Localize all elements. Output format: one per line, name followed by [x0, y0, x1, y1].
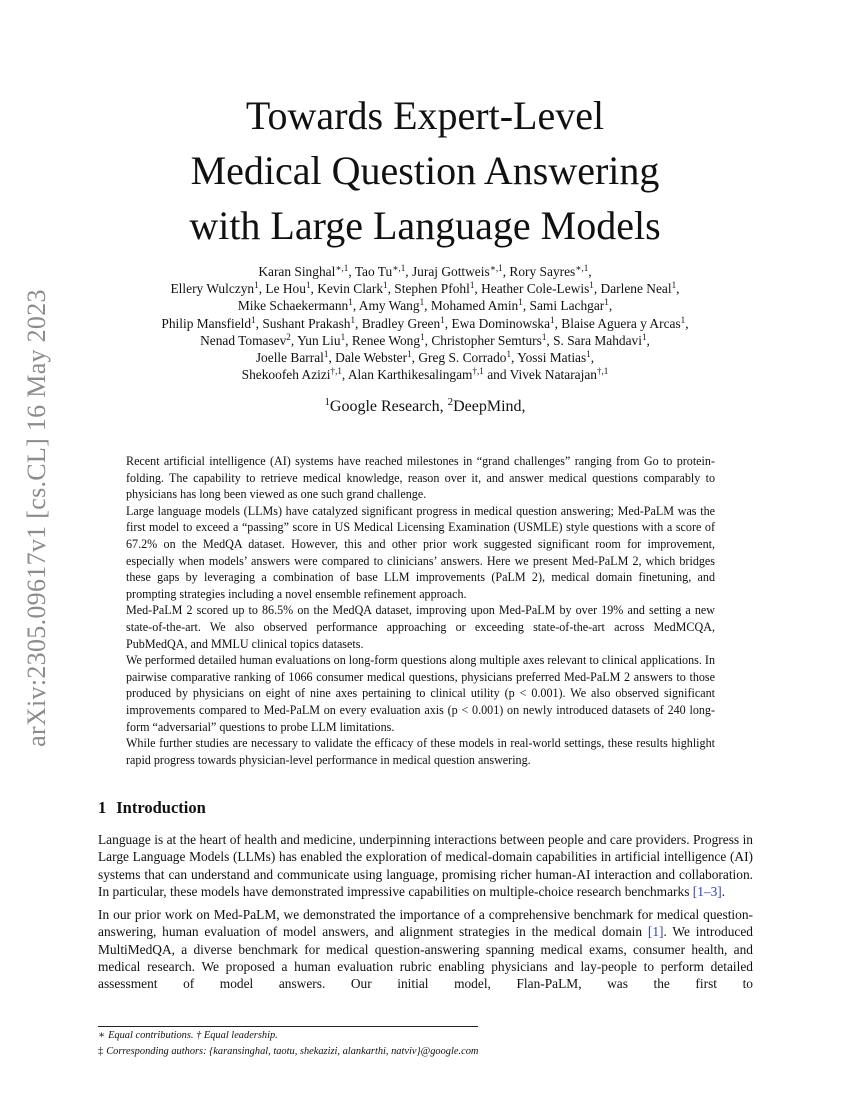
author-name: Le Hou	[265, 281, 306, 297]
author-name: Ewa Dominowska	[451, 315, 551, 331]
author-separator: ,	[352, 298, 359, 314]
author-separator: ,	[522, 298, 530, 314]
author-separator: ,	[348, 264, 355, 279]
author-affiliation-mark: †,1	[596, 366, 609, 377]
citation-link[interactable]: [1–3]	[692, 883, 722, 899]
footnote-equal-contribution	[98, 1028, 478, 1044]
abstract-paragraph-3: Med-PaLM 2 scored up to 86.5% on the MedQA dataset, improving upon Med-PaLM by over 19% and setting a new state-of-the-art. We also observed performance approaching or exceeding state-of-the-art across MedMCQA, PubMedQA, and MMLU clinical topics datasets.	[126, 603, 715, 651]
author-affiliation-mark: 1	[469, 280, 475, 291]
author-affiliation-mark: 1	[340, 331, 346, 342]
author-separator: ,	[646, 332, 650, 348]
author-name: Yun Liu	[297, 332, 341, 348]
author-line	[95, 315, 755, 332]
abstract-paragraph-5: While further studies are necessary to validate the efficacy of these models in real-world settings, these results highlight rapid progress towards physician-level performance in medical question answering.	[126, 736, 715, 767]
author-affiliation-mark: †,1	[472, 366, 484, 377]
arxiv-identifier-text: arXiv:2305.09617v1 [cs.CL] 16 May 2023	[22, 288, 51, 747]
author-separator: ,	[554, 315, 562, 331]
author-affiliation-mark: 1	[671, 280, 677, 291]
author-affiliation-mark: 1	[350, 314, 356, 325]
author-name: Ellery Wulczyn	[170, 281, 255, 297]
introduction-body	[98, 831, 753, 999]
author-separator: ,	[474, 281, 482, 297]
author-separator: ,	[444, 315, 452, 331]
author-affiliation-mark: 1	[440, 314, 445, 325]
author-name: Alan Karthikesalingam	[347, 367, 473, 383]
author-name: Karan Singhal	[258, 264, 336, 279]
author-affiliation-mark: ∗,1	[392, 263, 406, 273]
author-separator: ,	[310, 281, 318, 297]
affiliation-mark-1: 1	[324, 396, 330, 409]
author-affiliation-mark: ∗,1	[489, 263, 503, 273]
author-affiliation-mark: 1	[420, 331, 425, 342]
author-separator: ,	[290, 332, 298, 348]
intro-paragraph-2-text-b: . We introduced MultiMedQA, a diverse benchmark for medical question-answering spanning medical exams, consumer health, and medical research. We proposed a human evaluation rubric enabling physicians and lay-people to perform detailed assessment of model answers. Our initial model, Flan-PaLM, was the first to	[98, 924, 753, 992]
author-affiliation-mark: 1	[251, 314, 256, 325]
abstract	[126, 453, 715, 768]
intro-paragraph-1-text: Language is at the heart of health and medicine, underpinning interactions between people and care providers. Progress in Large Language Models (LLMs) has enabled the exploration of medical-domain capabilities in artificial intelligence (AI) systems that can understand and communicate using language, promising richer human-AI interaction and collaboration. In particular, these models have demonstrated impressive capabilities on multiple-choice research benchmarks	[98, 832, 753, 899]
author-separator: ,	[676, 281, 680, 297]
footnote-rule	[98, 1026, 478, 1027]
author-name: Sami Lachgar	[529, 298, 605, 314]
title-line-3: with Large Language Models	[189, 203, 661, 248]
author-affiliation-mark: 1	[348, 297, 353, 308]
author-name: Darlene Neal	[600, 281, 672, 297]
author-separator: ,	[341, 367, 348, 383]
author-list	[95, 263, 755, 383]
author-affiliation-mark: ∗,1	[335, 263, 349, 273]
author-affiliation-mark: 1	[323, 349, 329, 360]
author-name: Bradley Green	[361, 315, 441, 331]
title-line-2: Medical Question Answering	[190, 148, 660, 193]
author-name: Shekoofeh Azizi	[241, 367, 331, 383]
author-name: Nenad Tomasev	[200, 332, 287, 348]
affiliations	[95, 397, 755, 417]
author-line	[95, 366, 755, 383]
author-separator: ,	[355, 315, 362, 331]
author-name: Joelle Barral	[255, 350, 324, 366]
author-separator: ,	[424, 332, 432, 348]
author-separator: ,	[588, 264, 592, 279]
author-line	[95, 263, 755, 280]
author-name: Philip Mansfield	[161, 315, 252, 331]
author-name: Sushant Prakash	[262, 315, 351, 331]
author-separator: ,	[345, 332, 352, 348]
author-separator: ,	[258, 281, 266, 297]
abstract-paragraph-1: Recent artificial intelligence (AI) systems have reached milestones in “grand challenges” ranging from Go to protein-folding. The capability to retrieve medical knowledge, reason over it, and answer medical questions comparably to physicians has long been viewed as one such grand challenge.	[126, 454, 715, 502]
author-affiliation-mark: 1	[680, 314, 686, 325]
title-line-1: Towards Expert-Level	[245, 93, 605, 138]
intro-paragraph-2	[98, 906, 753, 992]
author-name: Stephen Pfohl	[394, 281, 470, 297]
author-line	[95, 297, 755, 314]
affiliation-deepmind: DeepMind,	[453, 398, 526, 415]
author-affiliation-mark: 1	[586, 349, 591, 360]
footnote-mark: ‡	[98, 1046, 104, 1057]
author-name: Amy Wang	[358, 298, 420, 314]
author-affiliation-mark: 1	[506, 349, 512, 360]
arxiv-identifier-stamp	[19, 285, 55, 750]
section-title: Introduction	[116, 798, 206, 817]
author-line	[95, 332, 755, 349]
author-name: Renee Wong	[351, 332, 421, 348]
author-affiliation-mark: 1	[383, 280, 388, 291]
intro-paragraph-1	[98, 831, 753, 900]
author-separator: ,	[546, 332, 554, 348]
author-separator: ,	[424, 298, 431, 314]
author-name: Rory Sayres	[509, 264, 576, 279]
author-separator: ,	[387, 281, 395, 297]
author-affiliation-mark: 1	[589, 280, 594, 291]
author-name: Greg S. Corrado	[418, 350, 507, 366]
intro-paragraph-1-end: .	[721, 883, 726, 899]
intro-paragraph-2-text-a: In our prior work on Med-PaLM, we demonstrated the importance of a comprehensive benchmark for medical question-answering, human evaluation of model answers, and alignment strategies in the medical domain	[98, 907, 753, 940]
footnotes	[98, 1028, 478, 1060]
author-affiliation-mark: 2	[286, 331, 291, 342]
footnote-text: Corresponding authors: {karansinghal, taotu, shekazizi, alankarthi, natviv}@google.com	[106, 1046, 479, 1057]
affiliation-mark-2: 2	[447, 396, 454, 409]
affiliation-google-research: Google Research,	[329, 398, 448, 415]
author-separator: ,	[685, 315, 689, 331]
author-separator: ,	[411, 350, 419, 366]
author-name: Heather Cole-Lewis	[481, 281, 590, 297]
author-affiliation-mark: †,1	[330, 366, 342, 377]
author-separator: ,	[590, 350, 595, 366]
author-separator: ,	[502, 264, 510, 279]
author-affiliation-mark: 1	[419, 297, 425, 308]
footnote-mark: ∗	[98, 1030, 106, 1041]
abstract-paragraph-2: Large language models (LLMs) have catalyzed significant progress in medical question answering; Med-PaLM was the first model to exceed a “passing” score in US Medical Licensing Examination (USMLE) style questions with a score of 67.2% on the MedQA dataset. However, this and other prior work suggested significant room for improvement, especially when models’ answers were compared to clinicians’ answers. Here we present Med-PaLM 2, which bridges these gaps by leveraging a combination of base LLM improvements (PaLM 2), medical domain finetuning, and prompting strategies including a novel ensemble refinement approach.	[126, 503, 715, 601]
author-name: Blaise Aguera y Arcas	[561, 315, 681, 331]
author-name: Yossi Matias	[517, 350, 587, 366]
author-affiliation-mark: 1	[541, 331, 547, 342]
author-name: Mike Schaekermann	[237, 298, 349, 314]
author-name: Christopher Semturs	[431, 332, 542, 348]
author-separator: ,	[328, 350, 336, 366]
author-name: Kevin Clark	[317, 281, 384, 297]
author-affiliation-mark: 1	[407, 349, 412, 360]
author-name: Dale Webster	[335, 350, 408, 366]
author-affiliation-mark: 1	[254, 280, 259, 291]
author-name: Mohamed Amin	[430, 298, 519, 314]
footnote-text: Equal contributions. † Equal leadership.	[108, 1030, 278, 1041]
author-separator: ,	[593, 281, 601, 297]
author-line	[95, 280, 755, 297]
author-affiliation-mark: ∗,1	[575, 263, 589, 273]
author-separator: ,	[405, 264, 412, 279]
author-name: Juraj Gottweis	[411, 264, 490, 279]
author-name: Tao Tu	[354, 264, 393, 279]
section-heading-introduction	[98, 798, 206, 818]
footnote-corresponding-authors	[98, 1044, 478, 1060]
author-name: Vivek Natarajan	[509, 367, 597, 383]
author-separator: ,	[608, 298, 613, 314]
citation-link[interactable]: [1]	[647, 924, 664, 940]
author-separator: ,	[511, 350, 518, 366]
author-affiliation-mark: 1	[604, 297, 609, 308]
author-line	[95, 349, 755, 366]
author-affiliation-mark: 1	[305, 280, 311, 291]
author-separator: and	[483, 367, 510, 383]
paper-title	[100, 88, 750, 253]
author-affiliation-mark: 1	[518, 297, 523, 308]
author-name: S. Sara Mahdavi	[553, 332, 642, 348]
section-number: 1	[98, 798, 107, 817]
author-affiliation-mark: 1	[550, 314, 555, 325]
author-separator: ,	[255, 315, 263, 331]
abstract-paragraph-4: We performed detailed human evaluations on long-form questions along multiple axes relevant to clinical applications. In pairwise comparative ranking of 1066 consumer medical questions, physicians preferred Med-PaLM 2 answers to those produced by physicians on eight of nine axes pertaining to clinical utility (p < 0.001). We also observed significant improvements compared to Med-PaLM on every evaluation axis (p < 0.001) on newly introduced datasets of 240 long-form “adversarial” questions to probe LLM limitations.	[126, 653, 715, 734]
author-affiliation-mark: 1	[641, 331, 647, 342]
